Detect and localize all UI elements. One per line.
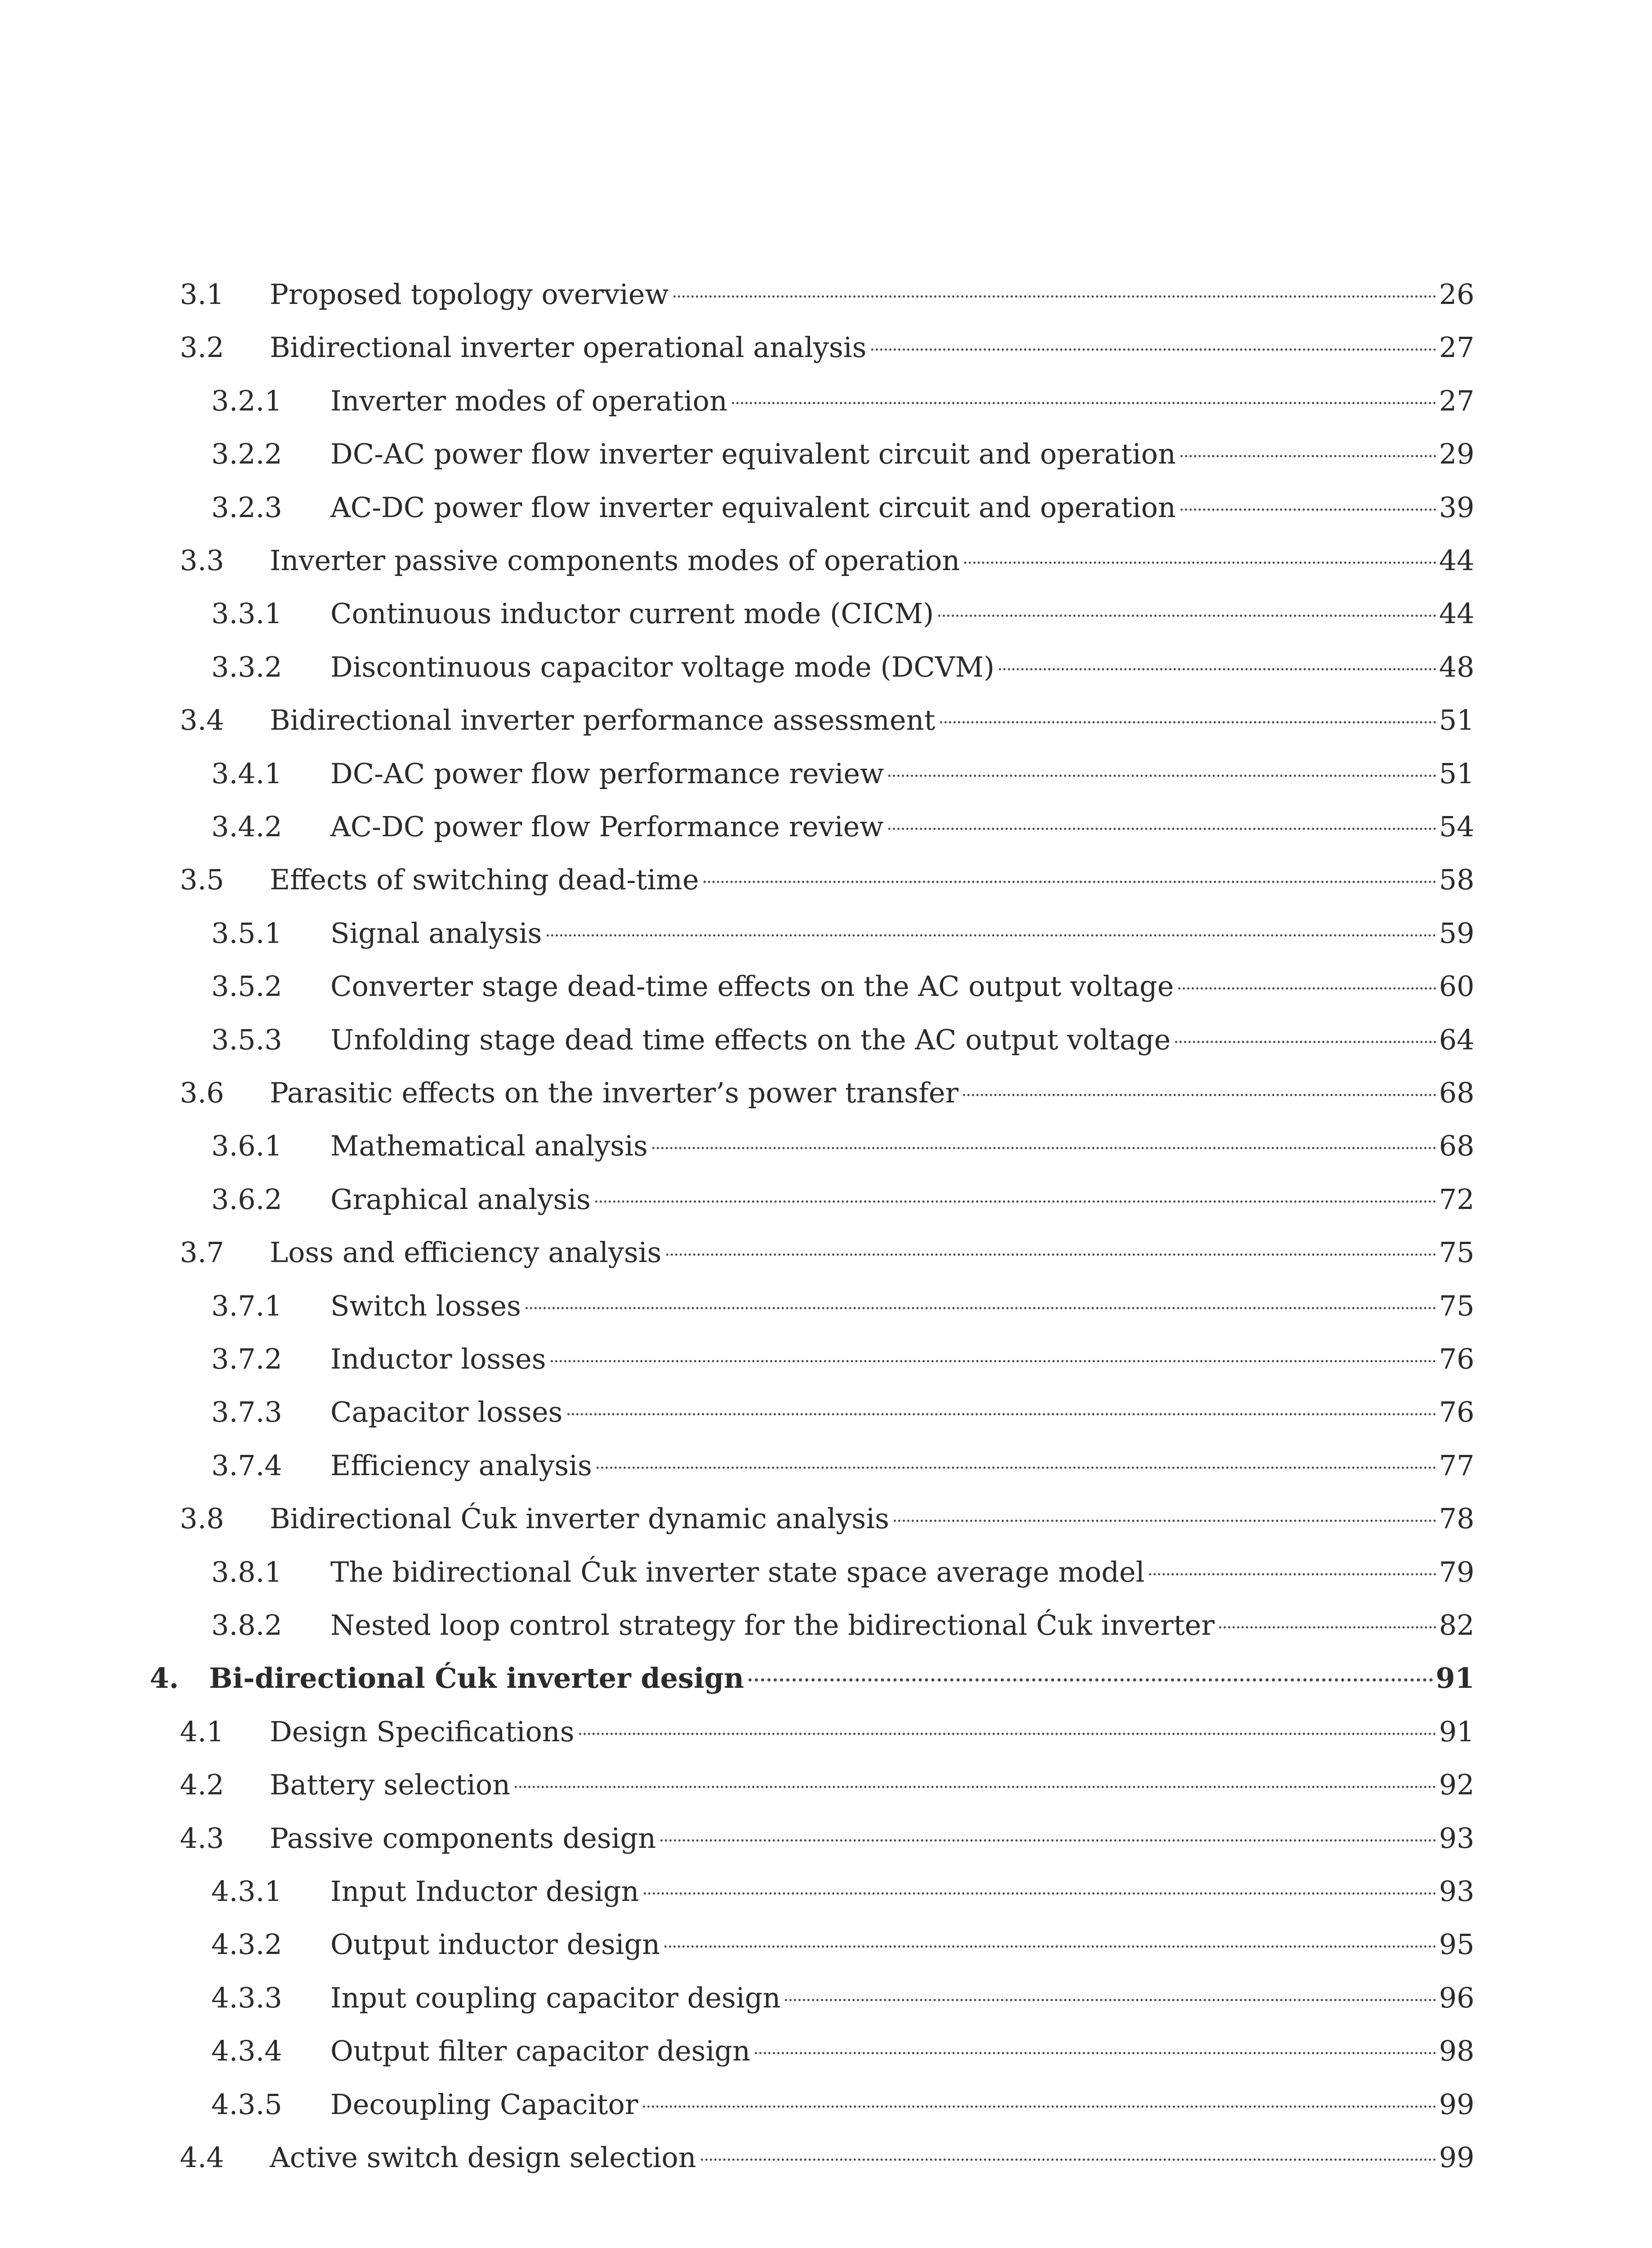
toc-entry-number: 4. xyxy=(150,1662,179,1695)
toc-entry-title[interactable]: AC-DC power flow Performance review xyxy=(330,810,884,843)
toc-entry-line xyxy=(330,1124,1474,1169)
toc-entry-line xyxy=(270,1816,1474,1861)
dot-leader xyxy=(579,1733,1436,1735)
dot-leader xyxy=(871,348,1437,351)
toc-entry-title[interactable]: Input Inductor design xyxy=(330,1875,639,1908)
toc-entry-number: 3.7.1 xyxy=(211,1289,282,1322)
toc-entry-title[interactable]: Design Specifications xyxy=(270,1715,574,1748)
toc-entry[interactable] xyxy=(0,1603,1652,1648)
toc-entry[interactable] xyxy=(0,2082,1652,2127)
toc-entry[interactable] xyxy=(0,1284,1652,1329)
toc-entry-number: 4.3.2 xyxy=(211,1928,282,1961)
toc-entry-number: 3.5 xyxy=(180,863,224,896)
toc-entry-title[interactable]: Battery selection xyxy=(270,1768,511,1801)
toc-entry-page-number[interactable]: 58 xyxy=(1439,863,1474,896)
toc-entry-title[interactable]: Capacitor losses xyxy=(330,1396,563,1428)
toc-entry-number: 3.6.1 xyxy=(211,1129,282,1162)
toc-entry[interactable] xyxy=(0,1337,1652,1382)
toc-entry-page-number[interactable]: 98 xyxy=(1439,2034,1474,2067)
dot-leader xyxy=(888,775,1436,777)
toc-entry[interactable] xyxy=(0,1550,1652,1595)
toc-entry-page-number[interactable]: 78 xyxy=(1439,1502,1474,1535)
toc-entry-title[interactable]: Graphical analysis xyxy=(330,1183,591,1216)
toc-entry[interactable] xyxy=(0,1230,1652,1275)
dot-leader xyxy=(785,1999,1436,2001)
toc-entry[interactable] xyxy=(0,1443,1652,1488)
toc-entry-title[interactable]: Parasitic effects on the inverter’s power transfer xyxy=(270,1076,959,1109)
toc-entry-title[interactable]: DC-AC power flow inverter equivalent circuit and operation xyxy=(330,437,1176,470)
toc-entry-number: 3.5.2 xyxy=(211,970,282,1003)
toc-entry-title[interactable]: Bidirectional Ćuk inverter dynamic analysis xyxy=(270,1502,890,1535)
toc-entry-page-number[interactable]: 48 xyxy=(1439,651,1474,683)
toc-entry-title[interactable]: Proposed topology overview xyxy=(270,278,669,311)
toc-entry[interactable] xyxy=(0,1124,1652,1169)
toc-entry-page-number[interactable]: 79 xyxy=(1439,1556,1474,1588)
toc-entry-title[interactable]: Discontinuous capacitor voltage mode (DCVM) xyxy=(330,651,995,683)
dot-leader xyxy=(1178,987,1436,990)
toc-entry-line xyxy=(330,751,1474,796)
toc-entry-title[interactable]: Switch losses xyxy=(330,1289,521,1322)
toc-entry-page-number[interactable]: 29 xyxy=(1439,437,1474,470)
toc-entry-line xyxy=(330,1017,1474,1062)
toc-entry[interactable] xyxy=(0,1070,1652,1115)
dot-leader xyxy=(666,1253,1437,1256)
toc-entry[interactable] xyxy=(0,325,1652,370)
toc-entry[interactable] xyxy=(0,538,1652,583)
toc-entry-line xyxy=(330,1922,1474,1967)
toc-entry-line xyxy=(270,1709,1474,1754)
toc-entry-title[interactable]: Continuous inductor current mode (CICM) xyxy=(330,597,934,630)
toc-entry-number: 4.3 xyxy=(180,1822,224,1855)
toc-entry-line xyxy=(330,804,1474,849)
toc-entry-title[interactable]: Mathematical analysis xyxy=(330,1129,648,1162)
toc-entry-number: 3.7.2 xyxy=(211,1343,282,1375)
toc-entry-line xyxy=(270,857,1474,902)
toc-entry[interactable] xyxy=(0,272,1652,317)
toc-entry-page-number[interactable]: 91 xyxy=(1435,1662,1474,1695)
toc-entry-line xyxy=(330,432,1474,477)
toc-entry[interactable] xyxy=(0,964,1652,1009)
toc-entry[interactable] xyxy=(0,1709,1652,1754)
toc-entry-number: 4.3.3 xyxy=(211,1981,282,2014)
dot-leader xyxy=(660,1839,1436,1842)
dot-leader xyxy=(938,615,1436,617)
toc-entry[interactable] xyxy=(0,1869,1652,1914)
dot-leader xyxy=(1175,1041,1436,1043)
toc-entry-page-number[interactable]: 27 xyxy=(1439,331,1474,364)
toc-entry-line xyxy=(270,272,1474,317)
dot-leader xyxy=(525,1307,1436,1309)
dot-leader xyxy=(547,934,1436,937)
toc-entry-number: 3.2 xyxy=(180,331,224,364)
toc-entry-title[interactable]: AC-DC power flow inverter equivalent circuit and operation xyxy=(330,491,1176,524)
toc-entry-number: 3.1 xyxy=(180,278,224,311)
toc-entry-page-number[interactable]: 39 xyxy=(1439,491,1474,524)
toc-entry-line xyxy=(330,2029,1474,2074)
toc-entry-number: 3.3 xyxy=(180,544,224,577)
toc-entry-number: 3.7.3 xyxy=(211,1396,282,1428)
toc-entry-number: 3.2.1 xyxy=(211,384,282,417)
toc-entry-page-number[interactable]: 99 xyxy=(1439,2088,1474,2121)
toc-entry-number: 4.2 xyxy=(180,1768,224,1801)
toc-entry-page-number[interactable]: 44 xyxy=(1439,544,1474,577)
toc-entry-line xyxy=(330,911,1474,956)
toc-entry-title[interactable]: Efficiency analysis xyxy=(330,1449,592,1482)
toc-entry-title[interactable]: Bidirectional inverter operational analysis xyxy=(270,331,867,364)
toc-entry-title[interactable]: Bidirectional inverter performance assessment xyxy=(270,704,935,736)
dot-leader xyxy=(673,295,1436,298)
toc-entry-line xyxy=(270,698,1474,743)
toc-entry[interactable] xyxy=(0,698,1652,743)
toc-entry-line xyxy=(270,1230,1474,1275)
toc-entry-number: 3.3.2 xyxy=(211,651,282,683)
toc-entry[interactable] xyxy=(0,2135,1652,2180)
toc-entry-number: 3.8.1 xyxy=(211,1556,282,1588)
dot-leader xyxy=(1149,1573,1436,1575)
dot-leader xyxy=(644,1892,1436,1895)
toc-entry-title[interactable]: Passive components design xyxy=(270,1822,656,1855)
toc-entry-page-number[interactable]: 60 xyxy=(1439,970,1474,1003)
toc-entry-title[interactable]: Output filter capacitor design xyxy=(330,2034,751,2067)
toc-entry-page-number[interactable]: 64 xyxy=(1439,1023,1474,1056)
toc-entry-page-number[interactable]: 68 xyxy=(1439,1076,1474,1109)
toc-entry-title[interactable]: Converter stage dead-time effects on the AC output voltage xyxy=(330,970,1174,1003)
toc-entry-number: 3.8 xyxy=(180,1502,224,1535)
toc-entry-number: 3.6.2 xyxy=(211,1183,282,1216)
toc-entry-line xyxy=(330,964,1474,1009)
dot-leader xyxy=(755,2052,1436,2054)
dot-leader xyxy=(664,1945,1436,1948)
toc-entry-title[interactable]: The bidirectional Ćuk inverter state space average model xyxy=(330,1556,1145,1588)
toc-entry-number: 4.3.1 xyxy=(211,1875,282,1908)
toc-entry-page-number[interactable]: 77 xyxy=(1439,1449,1474,1482)
toc-entry-page-number[interactable]: 68 xyxy=(1439,1129,1474,1162)
toc-entry-number: 3.2.3 xyxy=(211,491,282,524)
toc-entry-title[interactable]: Input coupling capacitor design xyxy=(330,1981,781,2014)
toc-entry-number: 3.7 xyxy=(180,1236,224,1269)
toc-entry[interactable] xyxy=(0,379,1652,424)
toc-entry-line xyxy=(330,485,1474,530)
toc-entry-line xyxy=(330,1869,1474,1914)
toc-entry-line xyxy=(330,379,1474,424)
toc-entry-number: 4.3.4 xyxy=(211,2034,282,2067)
toc-entry-number: 4.4 xyxy=(180,2141,224,2174)
toc-entry-page-number[interactable]: 93 xyxy=(1439,1822,1474,1855)
dot-leader xyxy=(597,1467,1436,1469)
toc-entry[interactable] xyxy=(0,1177,1652,1222)
toc-entry[interactable] xyxy=(0,2029,1652,2074)
toc-entry-line xyxy=(330,1337,1474,1382)
toc-entry-title[interactable]: Inverter modes of operation xyxy=(330,384,728,417)
dot-leader xyxy=(888,828,1437,830)
toc-entry-number: 3.6 xyxy=(180,1076,224,1109)
toc-entry-page-number[interactable]: 72 xyxy=(1439,1183,1474,1216)
toc-entry-line xyxy=(330,1177,1474,1222)
toc-entry-page-number[interactable]: 44 xyxy=(1439,597,1474,630)
toc-entry-page-number[interactable]: 92 xyxy=(1439,1768,1474,1801)
toc-entry-title[interactable]: Nested loop control strategy for the bidirectional Ćuk inverter xyxy=(330,1609,1215,1641)
toc-entry-line xyxy=(330,1443,1474,1488)
toc-entry-page-number[interactable]: 54 xyxy=(1439,810,1474,843)
toc-entry-page-number[interactable]: 26 xyxy=(1439,278,1474,311)
toc-entry[interactable] xyxy=(0,591,1652,636)
toc-entry[interactable] xyxy=(0,911,1652,956)
dot-leader xyxy=(1180,508,1436,511)
dot-leader xyxy=(701,2159,1436,2161)
toc-entry[interactable] xyxy=(0,1762,1652,1807)
toc-entry-number: 4.1 xyxy=(180,1715,224,1748)
toc-entry-title[interactable]: Inverter passive components modes of operation xyxy=(270,544,960,577)
dot-leader xyxy=(643,2105,1437,2108)
toc-entry-title[interactable]: Unfolding stage dead time effects on the AC output voltage xyxy=(330,1023,1171,1056)
toc-entry-page-number[interactable]: 95 xyxy=(1439,1928,1474,1961)
toc-entry-line xyxy=(330,591,1474,636)
toc-entry[interactable] xyxy=(0,432,1652,477)
dot-leader xyxy=(1180,455,1436,457)
toc-entry-number: 3.2.2 xyxy=(211,437,282,470)
dot-leader xyxy=(595,1200,1436,1203)
toc-entry-line xyxy=(330,645,1474,690)
toc-entry[interactable] xyxy=(0,1976,1652,2021)
toc-entry[interactable] xyxy=(0,857,1652,902)
toc-entry-line xyxy=(270,1496,1474,1541)
toc-entry-number: 3.4 xyxy=(180,704,224,736)
toc-entry-number: 3.4.2 xyxy=(211,810,282,843)
toc-entry-line xyxy=(330,1550,1474,1595)
toc-entry[interactable] xyxy=(0,1390,1652,1435)
toc-entry-number: 3.3.1 xyxy=(211,597,282,630)
toc-entry-page-number[interactable]: 59 xyxy=(1439,917,1474,950)
dot-leader xyxy=(652,1147,1436,1149)
toc-entry[interactable] xyxy=(0,1816,1652,1861)
toc-entry[interactable] xyxy=(0,1017,1652,1062)
dot-leader xyxy=(515,1786,1436,1788)
toc-entry-page-number[interactable]: 91 xyxy=(1439,1715,1474,1748)
toc-entry[interactable] xyxy=(0,1496,1652,1541)
toc-entry-line xyxy=(330,2082,1474,2127)
toc-entry-number: 3.5.1 xyxy=(211,917,282,950)
dot-leader xyxy=(940,721,1437,723)
toc-entry-page-number[interactable]: 76 xyxy=(1439,1396,1474,1428)
toc-entry-number: 3.5.3 xyxy=(211,1023,282,1056)
toc-entry-title[interactable]: Signal analysis xyxy=(330,917,542,950)
toc-entry-line xyxy=(209,1656,1474,1701)
toc-entry-number: 3.7.4 xyxy=(211,1449,282,1482)
toc-entry-page-number[interactable]: 27 xyxy=(1439,384,1474,417)
toc-entry-title[interactable]: DC-AC power flow performance review xyxy=(330,757,884,790)
dot-leader xyxy=(1219,1626,1436,1628)
dot-leader xyxy=(732,402,1436,404)
toc-entry-line xyxy=(270,538,1474,583)
toc-entry[interactable] xyxy=(0,485,1652,530)
toc-entry[interactable] xyxy=(0,645,1652,690)
toc-entry-number: 3.8.2 xyxy=(211,1609,282,1641)
dot-leader xyxy=(748,1678,1433,1682)
toc-entry-line xyxy=(330,1603,1474,1648)
toc-entry-title[interactable]: Inductor losses xyxy=(330,1343,546,1375)
toc-entry-line xyxy=(270,325,1474,370)
toc-entry-title[interactable]: Loss and efficiency analysis xyxy=(270,1236,662,1269)
toc-entry-line xyxy=(330,1976,1474,2021)
toc-entry-line xyxy=(330,1284,1474,1329)
toc-entry-page-number[interactable]: 93 xyxy=(1439,1875,1474,1908)
toc-entry-page-number[interactable]: 51 xyxy=(1439,704,1474,736)
toc-entry-page-number[interactable]: 75 xyxy=(1439,1289,1474,1322)
toc-entry-title[interactable]: Decoupling Capacitor xyxy=(330,2088,638,2121)
dot-leader xyxy=(999,668,1436,670)
toc-entry-page-number[interactable]: 75 xyxy=(1439,1236,1474,1269)
toc-entry-page-number[interactable]: 99 xyxy=(1439,2141,1474,2174)
toc-entry[interactable] xyxy=(0,1656,1652,1701)
toc-entry-line xyxy=(270,1762,1474,1807)
toc-entry-number: 4.3.5 xyxy=(211,2088,282,2121)
toc-entry-line xyxy=(270,2135,1474,2180)
dot-leader xyxy=(963,1094,1436,1096)
toc-entry[interactable] xyxy=(0,1922,1652,1967)
toc-entry-line xyxy=(330,1390,1474,1435)
toc-entry-page-number[interactable]: 76 xyxy=(1439,1343,1474,1375)
toc-entry-page-number[interactable]: 82 xyxy=(1439,1609,1474,1641)
toc-entry-title[interactable]: Bi-directional Ćuk inverter design xyxy=(209,1662,744,1695)
toc-entry-line xyxy=(270,1070,1474,1115)
toc-entry-number: 3.4.1 xyxy=(211,757,282,790)
dot-leader xyxy=(964,562,1436,564)
dot-leader xyxy=(567,1413,1437,1415)
toc-entry-title[interactable]: Output inductor design xyxy=(330,1928,660,1961)
toc-entry[interactable] xyxy=(0,804,1652,849)
toc-entry-title[interactable]: Effects of switching dead-time xyxy=(270,863,699,896)
toc-entry-page-number[interactable]: 96 xyxy=(1439,1981,1474,2014)
dot-leader xyxy=(551,1360,1436,1362)
dot-leader xyxy=(894,1520,1436,1522)
toc-entry-title[interactable]: Active switch design selection xyxy=(270,2141,696,2174)
toc-entry-page-number[interactable]: 51 xyxy=(1439,757,1474,790)
dot-leader xyxy=(704,881,1436,883)
toc-entry[interactable] xyxy=(0,751,1652,796)
